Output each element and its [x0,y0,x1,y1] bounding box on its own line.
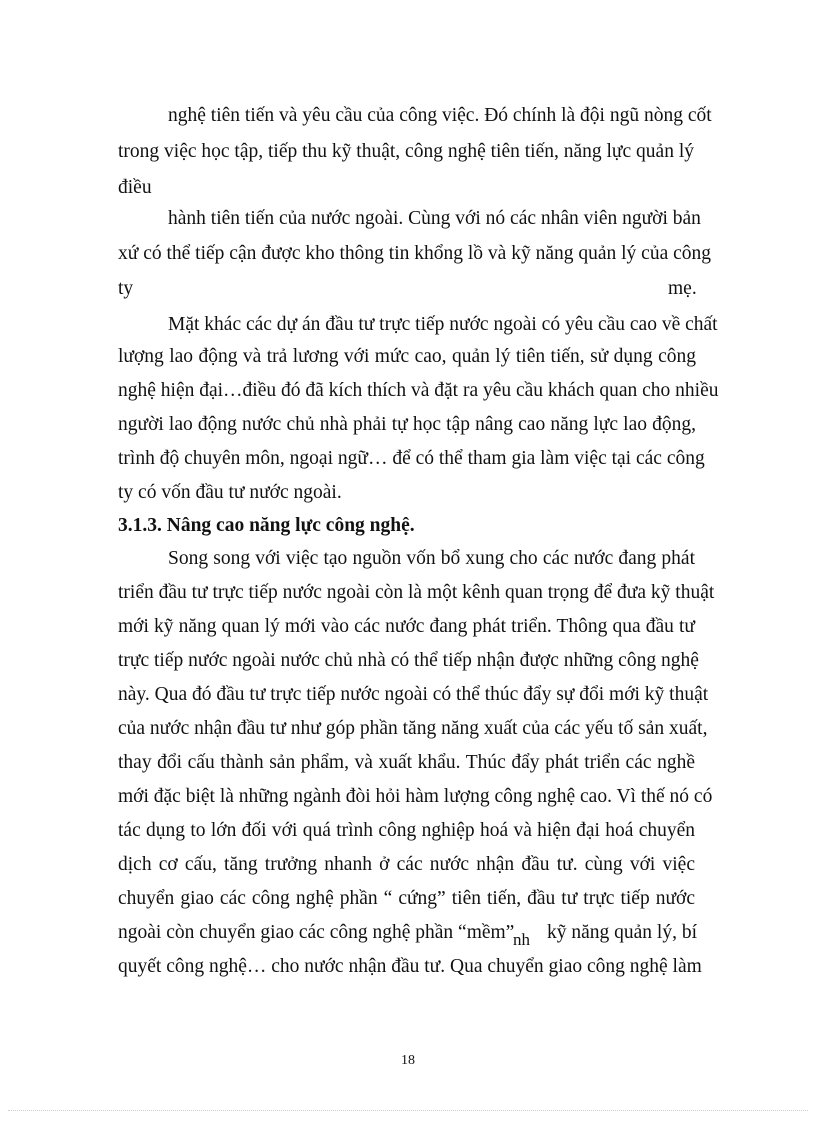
text-line: người lao động nước chủ nhà phải tự học tập nâng cao năng lực lao động, [118,414,696,435]
text-line: kỹ năng quản lý, bí [547,922,698,943]
text-line: triển đầu tư trực tiếp nước ngoài còn là một kênh quan trọng để đưa kỹ thuật [118,582,715,603]
text-line: nghệ hiện đại…điều đó đã kích thích và đặt ra yêu cầu khách quan cho nhiều [118,380,719,401]
text-line: trong việc học tập, tiếp thu kỹ thuật, công nghệ tiên tiến, năng lực quản lý [118,141,694,162]
text-line: này. Qua đó đầu tư trực tiếp nước ngoài có thể thúc đẩy sự đổi mới kỹ thuật [118,684,709,705]
text-line: nghệ tiên tiến và yêu cầu của công việc. Đó chính là đội ngũ nòng cốt [168,105,712,126]
page-border-divider [8,1110,808,1111]
text-line: điều [118,177,152,198]
text-line: trình độ chuyên môn, ngoại ngữ… để có thể tham gia làm việc tại các công [118,448,705,469]
text-line: mới đặc biệt là những ngành đòi hỏi hàm lượng công nghệ cao. Vì thế nó có [118,786,713,807]
text-line: hành tiên tiến của nước ngoài. Cùng với nó các nhân viên người bản [168,208,701,229]
page-number: 18 [401,1053,415,1068]
text-line: ngoài còn chuyển giao các công nghệ phần “mềm” [118,922,515,943]
text-line: của nước nhận đầu tư như góp phần tăng năng xuất của các yếu tố sản xuất, [118,718,708,739]
text-line: xứ có thể tiếp cận được kho thông tin khổng lồ và kỹ năng quản lý của công [118,243,712,264]
text-line: dịch cơ cấu, tăng trưởng nhanh ở các nước nhận đầu tư. cùng với việc [118,854,695,875]
text-line: thay đổi cấu thành sản phẩm, và xuất khẩu. Thúc đẩy phát triển các nghề [118,752,695,773]
text-line: mẹ. [668,278,697,299]
text-line: Mặt khác các dự án đầu tư trực tiếp nước ngoài có yêu cầu cao về chất [168,314,718,335]
text-fragment: nh [513,930,530,949]
text-line: lượng lao động và trả lương với mức cao, quản lý tiên tiến, sử dụng công [118,346,696,367]
section-heading: 3.1.3. Nâng cao năng lực công nghệ. [118,515,415,536]
text-line: trực tiếp nước ngoài nước chủ nhà có thể tiếp nhận được những công nghệ [118,650,699,671]
text-line: quyết công nghệ… cho nước nhận đầu tư. Qua chuyển giao công nghệ làm [118,956,702,977]
text-line: ty có vốn đầu tư nước ngoài. [118,482,342,503]
text-line: ty [118,278,134,299]
text-line: tác dụng to lớn đối với quá trình công nghiệp hoá và hiện đại hoá chuyển [118,820,695,841]
text-line: chuyển giao các công nghệ phần “ cứng” tiên tiến, đầu tư trực tiếp nước [118,888,695,909]
text-line: Song song với việc tạo nguồn vốn bổ xung cho các nước đang phát [168,548,695,569]
text-line: mới kỹ năng quan lý mới vào các nước đang phát triển. Thông qua đầu tư [118,616,695,637]
